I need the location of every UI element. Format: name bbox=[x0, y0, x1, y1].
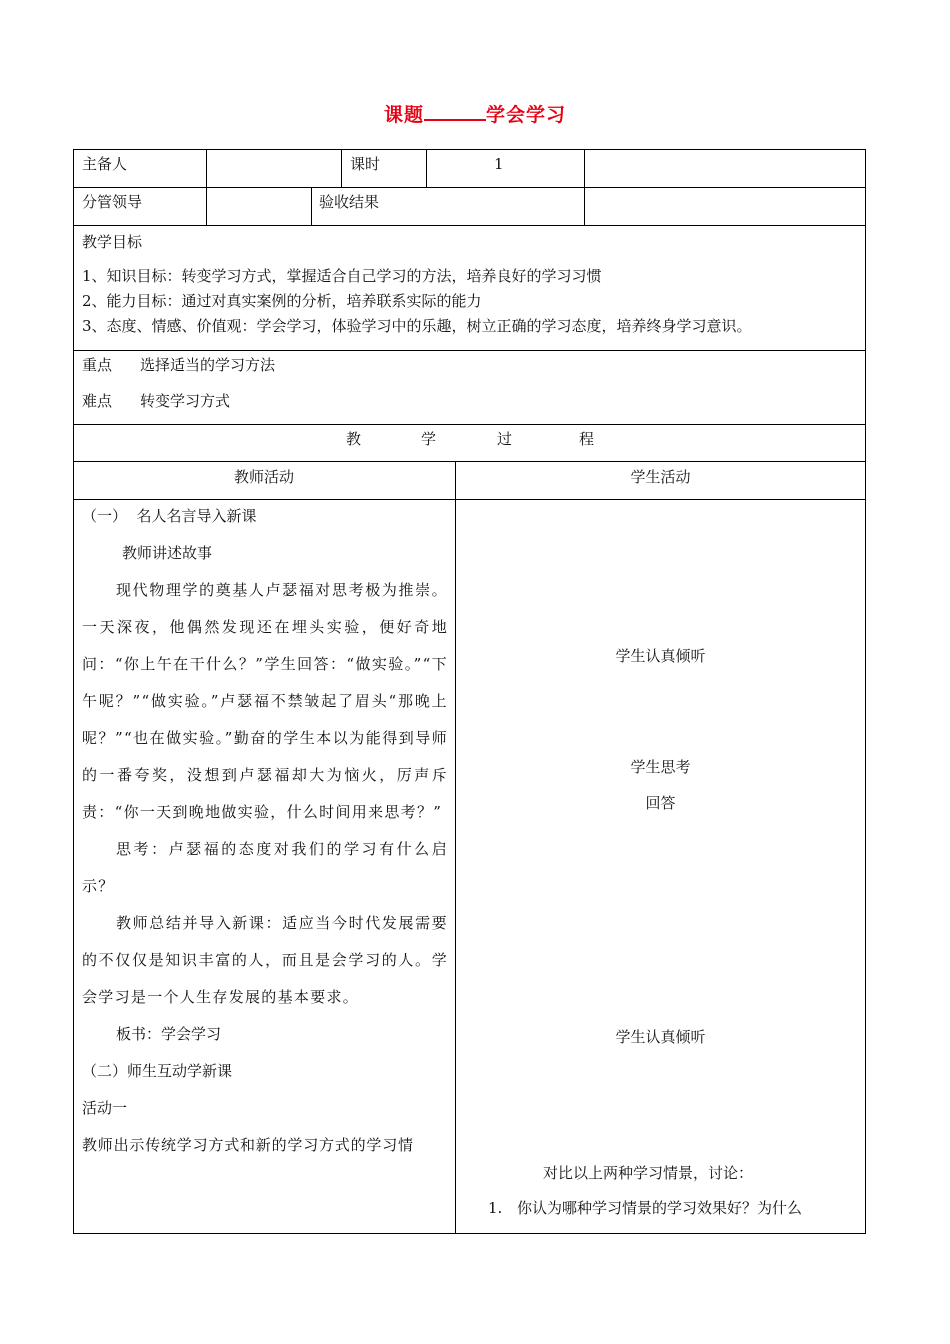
title-blank-line bbox=[424, 118, 486, 121]
difficulty-value: 转变学习方式 bbox=[140, 392, 231, 410]
board-note: 板书：学会学习 bbox=[116, 1025, 222, 1043]
objective-ability: 2、能力目标：通过对真实案例的分析，培养联系实际的能力 bbox=[82, 292, 482, 310]
col-divider bbox=[426, 149, 427, 187]
page-title bbox=[0, 100, 950, 127]
student-compare: 对比以上两种学习情景，讨论： bbox=[543, 1164, 754, 1182]
key-point-value: 选择适当的学习方法 bbox=[140, 356, 276, 374]
review-label: 验收结果 bbox=[319, 193, 380, 211]
story-label: 教师讲述故事 bbox=[122, 544, 213, 562]
difficulty-label: 难点 bbox=[82, 392, 113, 410]
col-divider bbox=[584, 149, 585, 225]
col-divider bbox=[206, 149, 207, 225]
activity-one-description: 教师出示传统学习方式和新的学习方式的学习情 bbox=[82, 1136, 414, 1154]
period-label: 课时 bbox=[350, 155, 381, 173]
section-two-heading: （二）师生互动学新课 bbox=[82, 1062, 233, 1080]
row-divider bbox=[73, 424, 866, 425]
period-value: 1 bbox=[494, 155, 504, 173]
row-divider bbox=[73, 350, 866, 351]
teacher-summary: 教师总结并导入新课：适应当今时代发展需要的不仅仅是知识丰富的人，而且是会学习的人。学会学习是一个人生存发展的基本要求。 bbox=[82, 914, 448, 1006]
activity-one-label: 活动一 bbox=[82, 1099, 128, 1117]
leader-label: 分管领导 bbox=[82, 193, 143, 211]
process-heading-char: 学 bbox=[421, 430, 437, 448]
process-heading-char: 过 bbox=[497, 430, 513, 448]
question-number: 1. bbox=[488, 1199, 503, 1217]
process-heading-char: 教 bbox=[346, 430, 362, 448]
col-divider bbox=[341, 149, 342, 187]
objective-knowledge: 1、知识目标：转变学习方式，掌握适合自己学习的方法，培养良好的学习习惯 bbox=[82, 267, 602, 285]
process-heading-char: 程 bbox=[579, 430, 595, 448]
discussion-question: 你认为哪种学习情景的学习效果好？为什么 bbox=[517, 1199, 803, 1217]
row-divider bbox=[73, 187, 866, 188]
student-listen: 学生认真倾听 bbox=[615, 647, 706, 665]
student-listen-2: 学生认真倾听 bbox=[615, 1028, 706, 1046]
col-divider bbox=[311, 187, 312, 225]
title-text: 学会学习 bbox=[486, 104, 567, 126]
teacher-activity-content bbox=[82, 498, 448, 1164]
teacher-activity-header: 教师活动 bbox=[233, 468, 294, 486]
row-divider bbox=[73, 461, 866, 462]
student-think: 学生思考 bbox=[630, 758, 691, 776]
objective-attitude: 3、态度、情感、价值观：学会学习，体验学习中的乐趣，树立正确的学习态度，培养终身学习意识。 bbox=[82, 317, 752, 335]
col-divider bbox=[455, 461, 456, 1234]
objectives-heading: 教学目标 bbox=[82, 233, 143, 251]
row-divider bbox=[73, 225, 866, 226]
preparer-label: 主备人 bbox=[82, 155, 128, 173]
student-answer: 回答 bbox=[645, 794, 676, 812]
key-point-label: 重点 bbox=[82, 356, 113, 374]
student-activity-header: 学生活动 bbox=[630, 468, 691, 486]
title-prefix: 课题 bbox=[383, 104, 424, 126]
story-paragraph: 现代物理学的奠基人卢瑟福对思考极为推崇。一天深夜，他偶然发现还在埋头实验，便好奇地问：“你上午在干什么？”学生回答：“做实验。”“下午呢？”“做实验。”卢瑟福不禁皱起了眉头“那晚上呢？”“也在做实验。”勤奋的学生本以为能得到导师的一番夸奖，没想到卢瑟福却大为恼火，厉声斥责：“你一天到晚地做实验，什么时间用来思考？” bbox=[82, 581, 448, 821]
think-question: 思考：卢瑟福的态度对我们的学习有什么启示？ bbox=[82, 840, 448, 895]
section-one-heading: （一） 名人名言导入新课 bbox=[82, 507, 257, 525]
